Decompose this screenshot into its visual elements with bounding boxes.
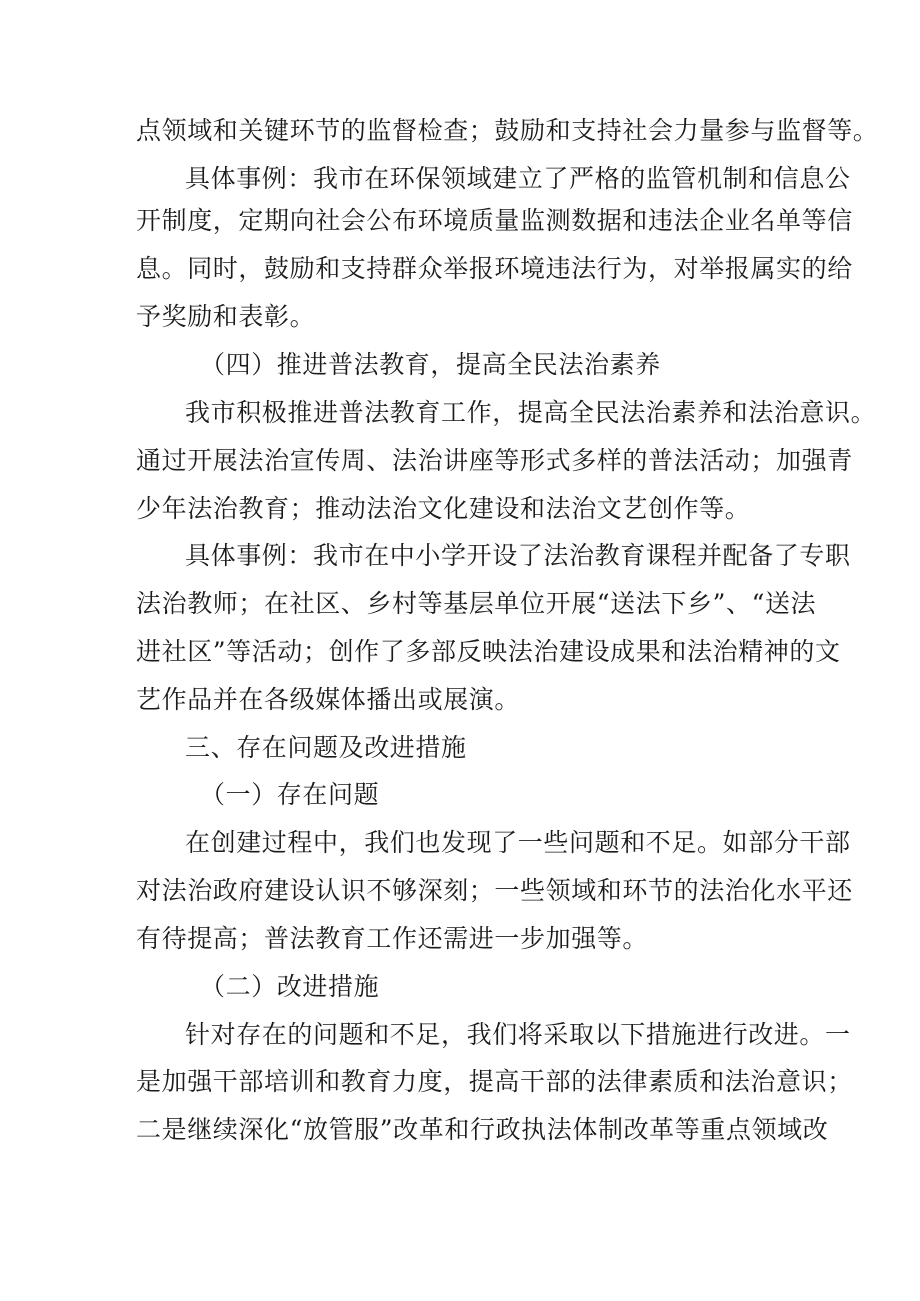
text-line: 点领域和关键环节的监督检查；鼓励和支持社会力量参与监督等。 bbox=[136, 116, 879, 145]
subsection-heading: （一）存在问题 bbox=[200, 780, 380, 809]
text-line: 通过开展法治宣传周、法治讲座等形式多样的普法活动；加强青 bbox=[136, 446, 853, 475]
text-line: 进社区”等活动；创作了多部反映法治建设成果和法治精神的文 bbox=[136, 637, 841, 666]
text-line: 少年法治教育；推动法治文化建设和法治文艺创作等。 bbox=[136, 494, 751, 523]
text-line: 法治教师；在社区、乡村等基层单位开展“送法下乡”、“送法 bbox=[136, 589, 817, 618]
text-line: 我市积极推进普法教育工作，提高全民法治素养和法治意识。 bbox=[185, 398, 877, 427]
text-line: 具体事例：我市在环保领域建立了严格的监管机制和信息公 bbox=[185, 164, 851, 193]
text-line: 艺作品并在各级媒体播出或展演。 bbox=[136, 685, 521, 714]
text-line: 是加强干部培训和教育力度，提高干部的法律素质和法治意识； bbox=[136, 1067, 853, 1096]
text-line: 有待提高；普法教育工作还需进一步加强等。 bbox=[136, 924, 649, 953]
text-line: 在创建过程中，我们也发现了一些问题和不足。如部分干部 bbox=[185, 828, 851, 857]
text-line: 对法治政府建设认识不够深刻；一些领域和环节的法治化水平还 bbox=[136, 876, 853, 905]
section-heading: （四）推进普法教育，提高全民法治素养 bbox=[200, 350, 661, 379]
text-line: 针对存在的问题和不足，我们将采取以下措施进行改进。一 bbox=[185, 1020, 851, 1049]
section-heading: 三、存在问题及改进措施 bbox=[185, 733, 467, 762]
text-line: 二是继续深化“放管服”改革和行政执法体制改革等重点领域改 bbox=[136, 1115, 829, 1144]
subsection-heading: （二）改进措施 bbox=[200, 972, 380, 1001]
text-line: 开制度，定期向社会公布环境质量监测数据和违法企业名单等信 bbox=[136, 206, 853, 235]
text-line: 具体事例：我市在中小学开设了法治教育课程并配备了专职 bbox=[185, 541, 851, 570]
text-line: 予奖励和表彰。 bbox=[136, 302, 316, 331]
text-line: 息。同时，鼓励和支持群众举报环境违法行为，对举报属实的给 bbox=[136, 254, 853, 283]
